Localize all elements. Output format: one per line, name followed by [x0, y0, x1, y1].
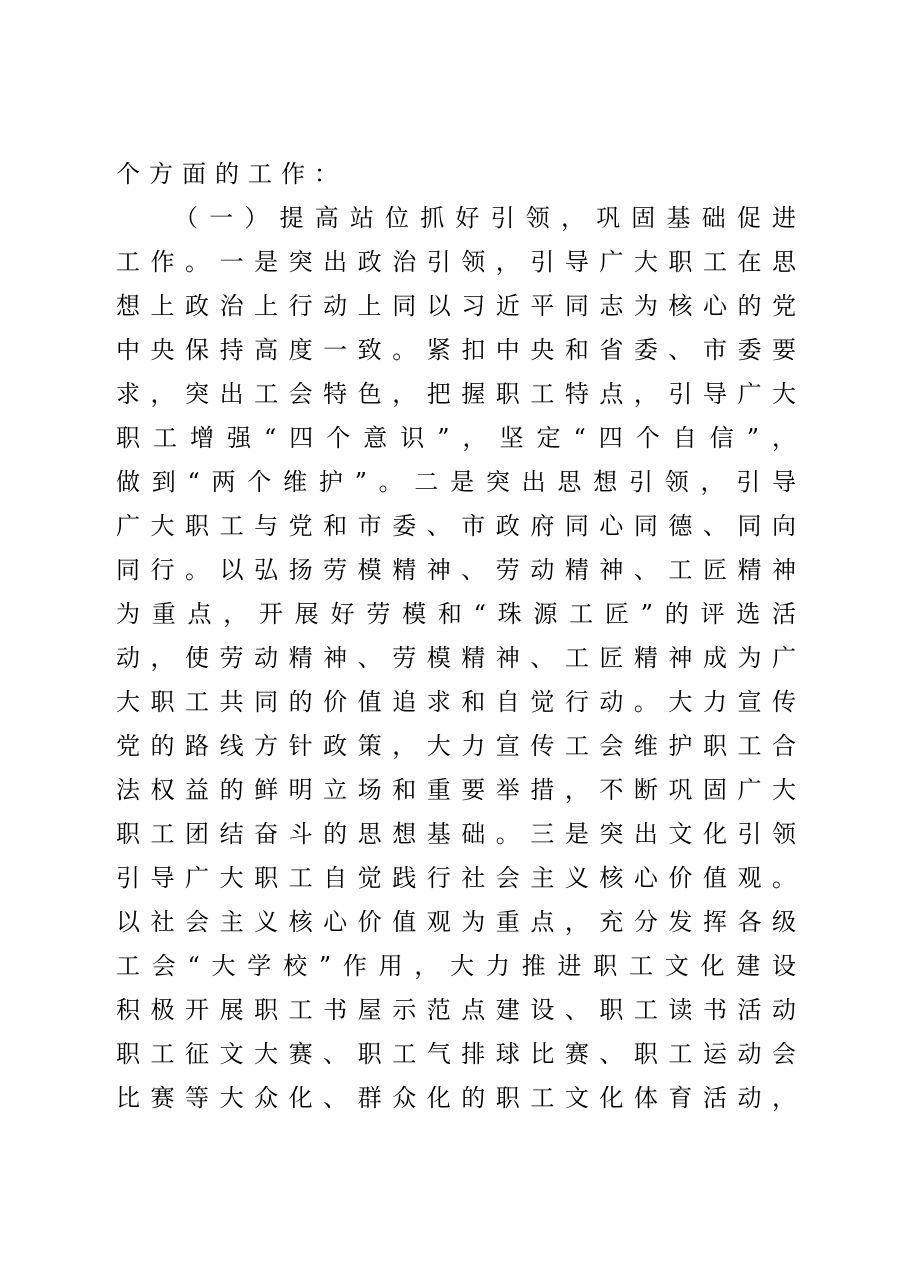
text-line: 个方面的工作： — [116, 160, 347, 188]
text-line: 职工团结奋斗的思想基础。三是突出文化引领 — [116, 820, 796, 848]
text-line: 以社会主义核心价值观为重点，充分发挥各级 — [116, 908, 796, 936]
text-line: 求，突出工会特色，把握职工特点，引导广大 — [116, 380, 796, 408]
text-line: 党的路线方针政策，大力宣传工会维护职工合 — [116, 732, 796, 760]
text-line: 大职工共同的价值追求和自觉行动。大力宣传 — [116, 688, 796, 716]
text-line: （一）提高站位抓好引领，巩固基础促进 — [174, 204, 796, 232]
text-line: 中央保持高度一致。紧扣中央和省委、市委要 — [116, 336, 796, 364]
body-text — [116, 152, 796, 1120]
text-line: 动，使劳动精神、劳模精神、工匠精神成为广 — [116, 644, 796, 672]
text-line: 为重点，开展好劳模和“珠源工匠”的评选活 — [116, 600, 796, 628]
text-line: 比赛等大众化、群众化的职工文化体育活动， — [116, 1084, 796, 1112]
text-line: 工作。一是突出政治引领，引导广大职工在思 — [116, 248, 796, 276]
text-line: 同行。以弘扬劳模精神、劳动精神、工匠精神 — [116, 556, 796, 584]
text-line: 引导广大职工自觉践行社会主义核心价值观。 — [116, 864, 796, 892]
text-line: 工会“大学校”作用，大力推进职工文化建设 — [116, 952, 796, 980]
text-line: 广大职工与党和市委、市政府同心同德、同向 — [116, 512, 796, 540]
text-line: 积极开展职工书屋示范点建设、职工读书活动 — [116, 996, 796, 1024]
text-line: 想上政治上行动上同以习近平同志为核心的党 — [116, 292, 796, 320]
text-line: 职工征文大赛、职工气排球比赛、职工运动会 — [116, 1040, 796, 1068]
text-line: 法权益的鲜明立场和重要举措，不断巩固广大 — [116, 776, 796, 804]
text-line: 做到“两个维护”。二是突出思想引领，引导 — [116, 468, 796, 496]
text-line: 职工增强“四个意识”，坚定“四个自信”， — [116, 424, 796, 452]
